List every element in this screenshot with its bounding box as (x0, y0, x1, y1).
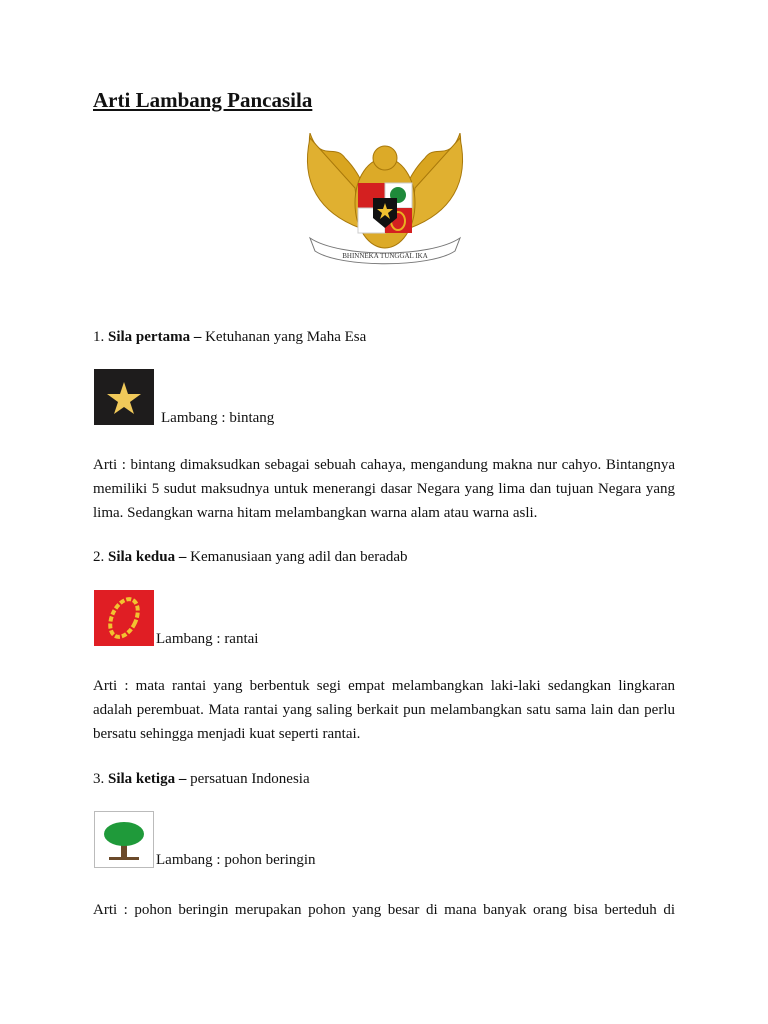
svg-text:BHINNEKA TUNGGAL IKA: BHINNEKA TUNGGAL IKA (342, 252, 428, 260)
page-title: Arti Lambang Pancasila (93, 88, 313, 112)
chain-symbol-image (94, 590, 154, 646)
arti-paragraph-1: Arti : bintang dimaksudkan sebagai sebuah cahaya, mengandung makna nur cahyo. Bintangnya memiliki 5 sudut maksudnya untuk menerangi dasar Negara yang lima dan tujuan Negara yang lima. Sedangkan warna hitam melambangkan warna alam atau warna asli. (93, 457, 675, 521)
lambang-label-3: Lambang : pohon beringin (156, 852, 316, 868)
lambang-label-1: Lambang : bintang (161, 410, 275, 426)
garuda-pancasila-emblem (300, 133, 470, 278)
star-symbol-image (94, 369, 154, 425)
arti-paragraph-3: Arti : pohon beringin merupakan pohon yang besar di mana banyak orang bisa berteduh di (93, 902, 675, 918)
arti-paragraph-2: Arti : mata rantai yang berbentuk segi empat melambangkan laki-laki sedangkan lingkaran adalah perembuat. Mata rantai yang saling berkait pun melambangkan satu sama lain dan perlu bersatu sehingga menjadi kuat seperti rantai. (93, 678, 675, 742)
lambang-label-2: Lambang : rantai (156, 631, 259, 647)
chain-icon (94, 590, 154, 646)
sila-heading-2: 2. Sila kedua – Kemanusiaan yang adil dan beradab (93, 549, 408, 565)
sila-heading-1: 1. Sila pertama – Ketuhanan yang Maha Esa (93, 329, 367, 345)
banyan-tree-icon (95, 812, 153, 867)
banyan-tree-symbol-image (94, 811, 154, 868)
sila-heading-3: 3. Sila ketiga – persatuan Indonesia (93, 771, 310, 787)
star-icon (94, 369, 154, 425)
